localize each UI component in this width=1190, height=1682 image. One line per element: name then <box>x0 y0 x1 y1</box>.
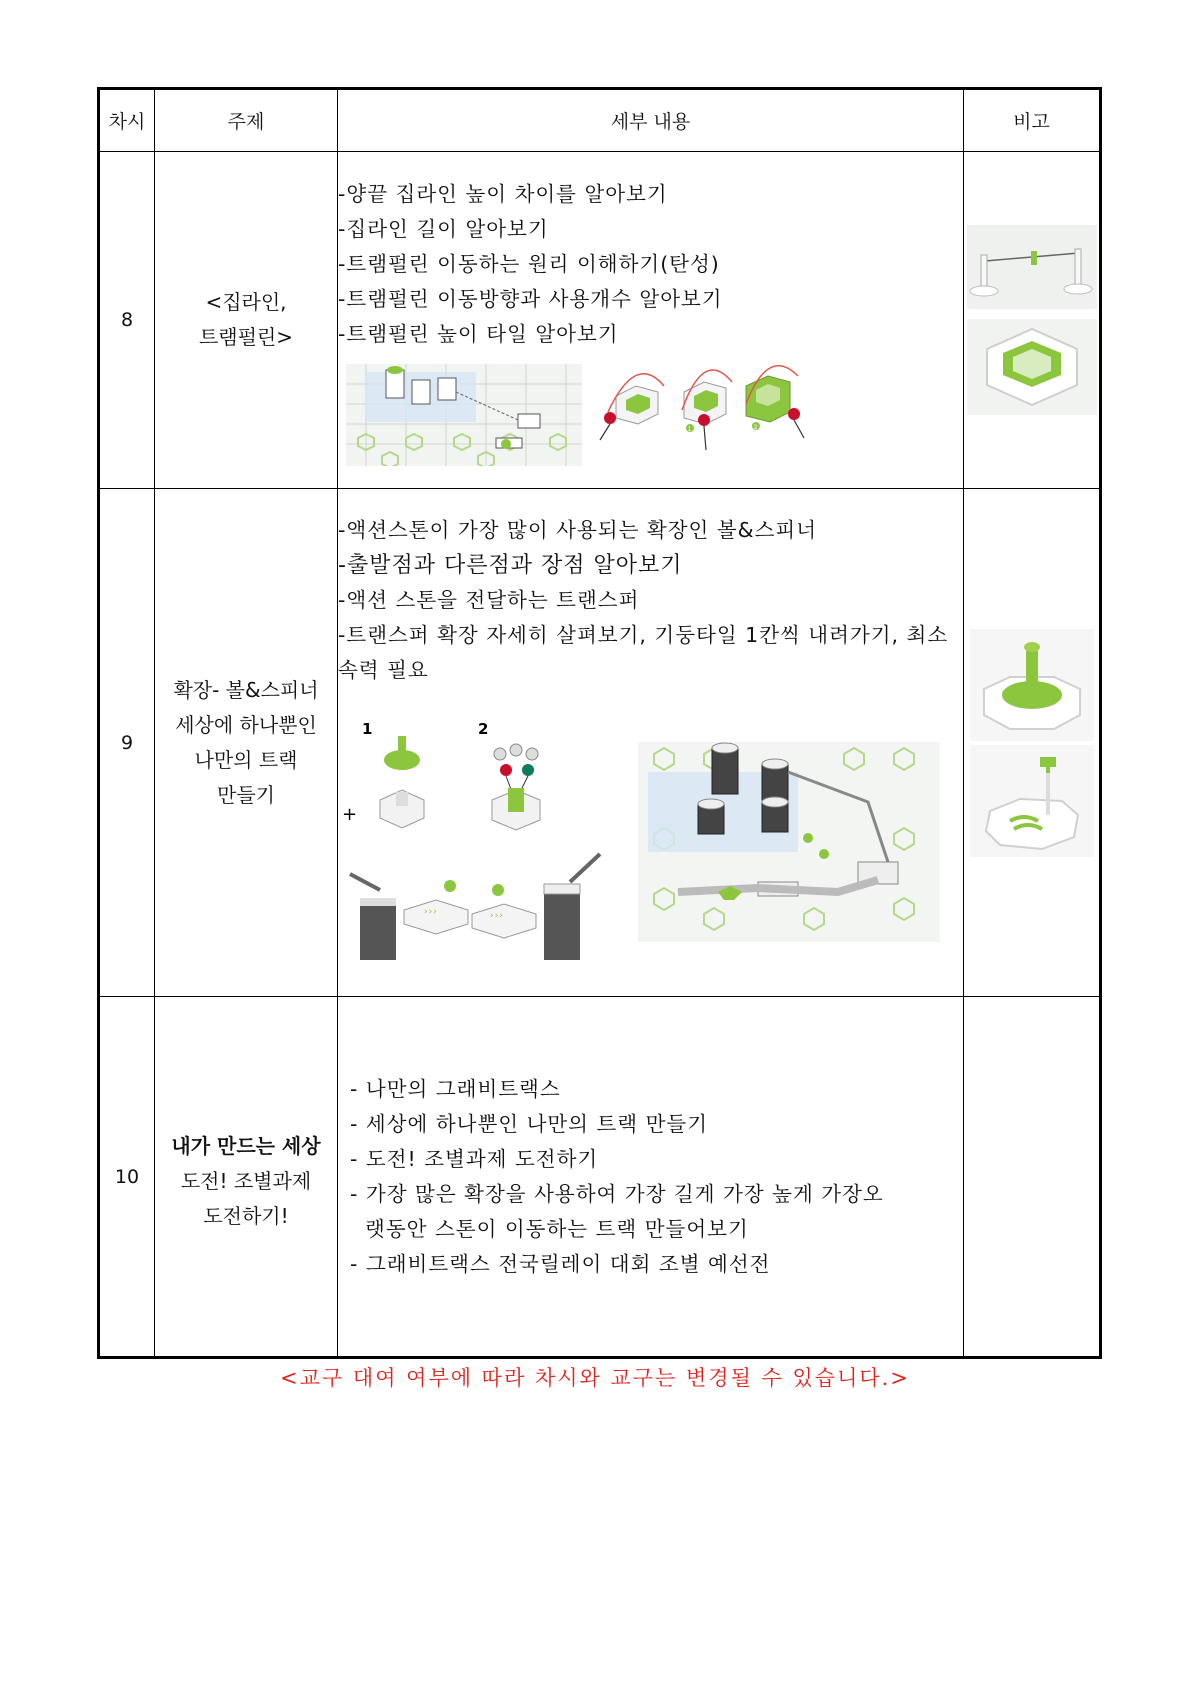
detail-line: - 나만의 그래비트랙스 <box>350 1076 561 1101</box>
figure-label: 1 <box>362 720 374 738</box>
detail-line: -액션스톤이 가장 많이 사용되는 확장인 볼&스피너 <box>338 518 818 542</box>
session-details <box>338 152 964 489</box>
table-row <box>99 489 1101 997</box>
topic-line: 도전하기! <box>203 1204 289 1228</box>
figure-label: + <box>342 804 359 825</box>
session-details <box>338 997 964 1358</box>
header-details: 세부 내용 <box>338 89 964 152</box>
topic-line: 도전! 조별과제 <box>180 1169 312 1193</box>
session-topic <box>155 997 338 1358</box>
lesson-plan-table <box>97 87 1102 1359</box>
detail-line: -트랜스퍼 확장 자세히 살펴보기, 기둥타일 1칸씩 내려가기, 최소 속력 필요 <box>338 623 949 682</box>
transfer-photo-icon <box>970 745 1094 857</box>
detail-line: -액션 스톤을 전달하는 트랜스퍼 <box>338 588 640 612</box>
svg-text:›››: ››› <box>424 907 438 917</box>
topic-line: 나만의 트랙 <box>194 747 298 772</box>
detail-line: 랫동안 스톤이 이동하는 트랙 만들어보기 <box>350 1216 749 1241</box>
detail-line: -출발점과 다른점과 장점 알아보기 <box>338 553 683 578</box>
session-number: 8 <box>99 152 155 489</box>
session-number: 9 <box>99 489 155 997</box>
header-topic: 주제 <box>155 89 338 152</box>
detail-line: -트램펄린 이동하는 원리 이해하기(탄성) <box>338 251 720 276</box>
session-topic <box>155 152 338 489</box>
header-note: 비고 <box>964 89 1101 152</box>
topic-line: 내가 만드는 세상 <box>171 1134 321 1158</box>
detail-line: -양끝 집라인 높이 차이를 알아보기 <box>338 181 668 206</box>
detail-line: -집라인 길이 알아보기 <box>338 216 549 241</box>
spinner-photo-icon <box>970 629 1094 741</box>
table-row <box>99 152 1101 489</box>
figure-label: 2 <box>478 720 490 738</box>
spinner-diagram-icon <box>340 714 610 984</box>
header-row <box>99 89 1101 152</box>
figure-label: 1 <box>687 425 693 433</box>
figure-label: 2 <box>753 423 759 431</box>
track-layout-icon <box>638 742 940 942</box>
detail-line: - 도전! 조별과제 도전하기 <box>350 1146 599 1171</box>
topic-line: 만들기 <box>217 782 275 807</box>
table-row <box>99 997 1101 1358</box>
detail-line: - 세상에 하나뿐인 나만의 트랙 만들기 <box>350 1111 709 1136</box>
track-diagram-icon <box>346 364 582 466</box>
session-note <box>964 152 1101 489</box>
topic-line: 확장- 볼&스피너 <box>173 677 319 702</box>
session-details <box>338 489 964 997</box>
detail-line: - 가장 많은 확장을 사용하여 가장 길게 가장 높게 가장오 <box>350 1181 884 1206</box>
trampoline-icon <box>586 362 806 466</box>
session-topic <box>155 489 338 997</box>
session-note <box>964 997 1101 1358</box>
topic-line: <집라인, <box>205 290 287 314</box>
zipline-photo-icon <box>967 225 1097 309</box>
topic-line: 트램펄린> <box>198 325 294 349</box>
session-number: 10 <box>99 997 155 1358</box>
header-session: 차시 <box>99 89 155 152</box>
topic-line: 세상에 하나뿐인 <box>175 712 317 737</box>
trampoline-photo-icon <box>967 319 1097 415</box>
footer-caption: <교구 대여 여부에 따라 차시와 교구는 변경될 수 있습니다.> <box>280 1366 910 1390</box>
detail-line: - 그래비트랙스 전국릴레이 대회 조별 예선전 <box>350 1251 771 1276</box>
detail-line: -트램펄린 이동방향과 사용개수 알아보기 <box>338 286 723 311</box>
session-note <box>964 489 1101 997</box>
detail-line: -트램펄린 높이 타일 알아보기 <box>338 321 619 346</box>
svg-text:›››: ››› <box>490 911 504 921</box>
